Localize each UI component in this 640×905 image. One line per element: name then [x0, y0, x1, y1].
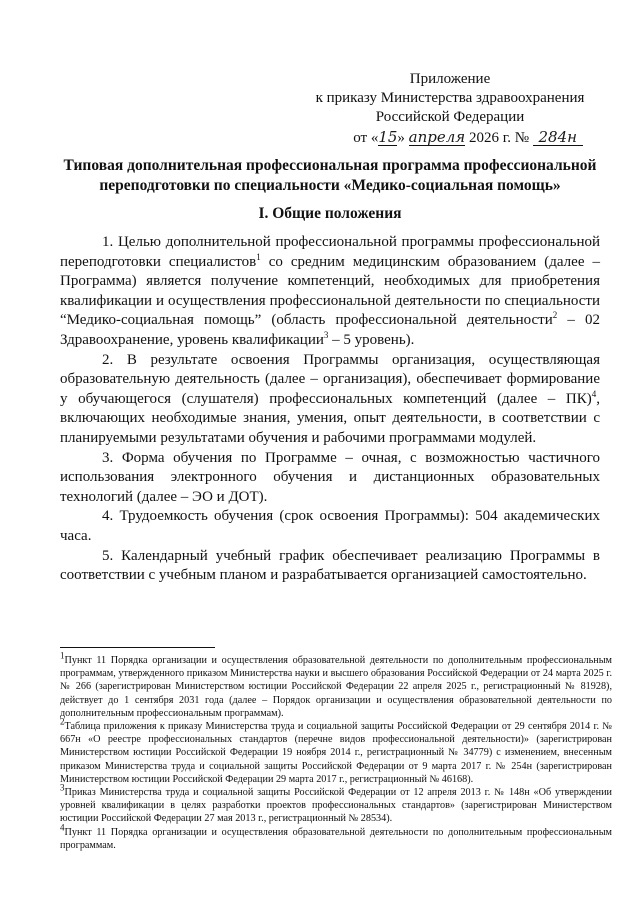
p1-text-b: со средним медицинским образованием (далее – Программа) является получение компетенций, необходимых для приобретения квалификации и осуществления профессиональной деятельности по специальности “Медико-социальная помощь” (область профессиональной деятельности	[60, 253, 600, 329]
p1-text-a: 1. Целью дополнительной профессиональной программы профессиональной переподготовки специалистов	[60, 234, 600, 270]
footnote-4	[60, 822, 612, 852]
section-heading: I. Общие положения	[258, 205, 402, 222]
appendix-label: Приложение	[409, 71, 491, 87]
paragraph-3: 3. Форма обучения по Программе – очная, с возможностью частичного использования электронного обучения и дистанционных образовательных технологий (далее – ЭО и ДОТ).	[60, 449, 600, 505]
footnotes	[60, 650, 612, 852]
handwritten-order-number: 284н	[533, 130, 583, 146]
footnote-1	[60, 650, 612, 720]
appendix-country: Российской Федерации	[375, 109, 525, 125]
paragraph-1	[60, 233, 600, 351]
p1-text-d: – 5 уровень).	[328, 331, 415, 348]
appendix-header	[300, 70, 600, 148]
p2-text-a: 2. В результате освоения Программы организация, осуществляющая образовательную деятельность (далее – организация), обеспечивает формирование у обучающегося (слушателя) профессиональных компетенций (далее – ПК)	[60, 351, 600, 407]
paragraph-2	[60, 351, 600, 449]
footnote-1-number: 1	[60, 650, 65, 661]
p1-text-c: – 02 Здравоохранение, уровень квалификации	[60, 312, 600, 348]
date-year: 2026 г. №	[469, 130, 530, 146]
footnote-ref-3: 3	[323, 329, 329, 340]
footnote-2-number: 2	[60, 716, 65, 727]
date-prefix: от «	[353, 130, 379, 146]
p2-text-b: , включающих необходимые знания, умения, опыт деятельности, в соответствии с планируемыми результатами обучения и рабочими программами модулей.	[60, 390, 600, 446]
handwritten-month: апреля	[408, 128, 466, 146]
footnote-4-number: 4	[60, 822, 65, 833]
date-quote: »	[397, 130, 405, 146]
handwritten-day: 15	[378, 128, 398, 146]
footnote-ref-1: 1	[256, 251, 261, 262]
footnote-4-text: Пункт 11 Порядка организации и осуществления образовательной деятельности по дополнительным профессиональным программам.	[60, 826, 612, 851]
footnote-3-text: Приказ Министерства труда и социальной защиты Российской Федерации от 12 апреля 2013 г. № 148н «Об утверждении уровней квалификации в целях разработки проектов профессиональных стандартов» (зарегистрирован Министерством юстиции Российской Федерации 27 мая 2013 г., регистрационный № 28534).	[60, 787, 612, 825]
paragraph-4: 4. Трудоемкость обучения (срок освоения Программы): 504 академических часа.	[60, 508, 600, 544]
footnote-2-text: Таблица приложения к приказу Министерства труда и социальной защиты Российской Федерации от 29 сентября 2014 г. № 667н «О реестре профессиональных стандартов (перечне видов профессиональной деятельности)» (зарегистрирован Министерством юстиции Российской Федерации 19 ноября 2014 г., регистрационный № 34779) с изменением, внесенным приказом Министерства труда и социальной защиты Российской Федерации от 9 марта 2017 г. № 254н (зарегистрирован Министерством юстиции Российской Федерации 29 марта 2017 г., регистрационный № 46168).	[60, 721, 612, 785]
footnote-ref-2: 2	[552, 310, 558, 321]
document-title: Типовая дополнительная профессиональная программа профессиональной переподготовки по специальности «Медико-социальная помощь»	[63, 157, 597, 194]
appendix-date-line	[300, 129, 600, 148]
footnote-3	[60, 782, 612, 826]
footnote-ref-4: 4	[591, 388, 597, 399]
paragraph-5: 5. Календарный учебный график обеспечивает реализацию Программы в соответствии с учебным планом и разрабатывается организацией самостоятельно.	[60, 547, 600, 584]
footnote-1-text: Пункт 11 Порядка организации и осуществления образовательной деятельности по дополнительным профессиональным программам, утвержденного приказом Министерства науки и высшего образования Российской Федерации от 24 марта 2025 г. № 266 (зарегистрирован Министерством юстиции Российской Федерации 22 апреля 2025 г., регистрационный № 81928), действует до 1 сентября 2031 года (далее – Порядок организации и осуществления образовательной деятельности по дополнительным профессиональным программам).	[60, 655, 612, 719]
footnote-separator	[60, 647, 215, 648]
appendix-order-ref: к приказу Министерства здравоохранения	[315, 90, 585, 106]
footnote-2	[60, 716, 612, 786]
document-body	[60, 233, 600, 586]
footnote-3-number: 3	[60, 782, 65, 793]
